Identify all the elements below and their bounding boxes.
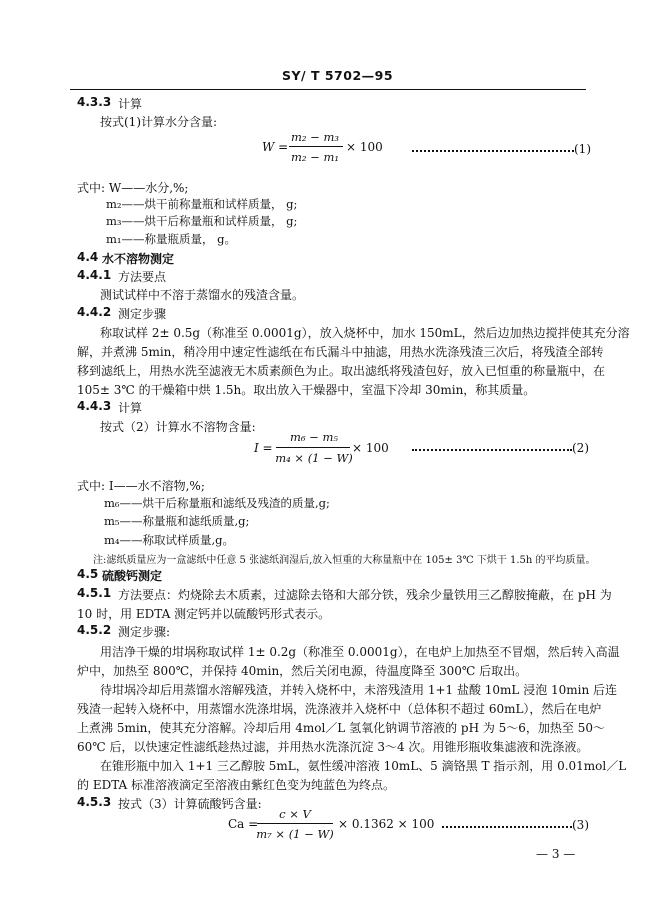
header-rule bbox=[70, 89, 586, 90]
formula-2-var-m4: m₄——称取试样质量,g。 bbox=[104, 533, 235, 547]
section-4-4-3-number: 4.4.3 bbox=[77, 399, 112, 413]
section-4-5-3-title: 按式（3）计算硫酸钙含量: bbox=[118, 797, 262, 811]
section-4-4-1-body: 测试试样中不溶于蒸馏水的残渣含量。 bbox=[100, 288, 305, 302]
section-4-5-title: 硫酸钙测定 bbox=[102, 569, 163, 583]
section-4-5-1-number: 4.5.1 bbox=[77, 586, 112, 600]
section-4-3-3-number: 4.3.3 bbox=[77, 95, 112, 109]
formula-2-leader-dots bbox=[412, 449, 572, 451]
formula-2-ref: (2) bbox=[572, 441, 589, 455]
formula-3-numerator: c × V bbox=[279, 807, 311, 821]
formula-2-numerator: m₆ − m₅ bbox=[290, 430, 338, 444]
formula-3-tail: × 0.1362 × 100 bbox=[338, 817, 435, 831]
formula-1-leader-dots bbox=[412, 150, 574, 152]
section-4-5-3-number: 4.5.3 bbox=[77, 795, 112, 809]
section-4-5-2-p2-line-3: 上煮沸 5min，使其充分溶解。冷却后用 4mol／L 氢氧化钠调节溶液的 pH 为 5～6，加热至 50～ bbox=[77, 721, 606, 735]
section-4-5-2-number: 4.5.2 bbox=[77, 623, 112, 637]
standard-header: SY/ T 5702—95 bbox=[282, 68, 394, 83]
section-4-5-2-p3-line-2: 的 EDTA 标准溶液滴定至溶液由紫红色变为纯蓝色为终点。 bbox=[77, 778, 396, 792]
section-4-5-2-p1-line-1: 用洁净干燥的坩埚称取试样 1± 0.2g（称准至 0.0001g），在电炉上加热至不冒烟，然后转入高温 bbox=[100, 645, 620, 659]
section-4-5-2-p1-line-2: 炉中，加热至 800℃，并保持 40min，然后关闭电源，待温度降至 300℃ 后取出。 bbox=[77, 664, 528, 678]
section-4-4-2-line-2: 解，并煮沸 5min，稍冷用中速定性滤纸在布氏漏斗中抽滤，用热水洗涤残渣三次后，将残渣全部转 bbox=[77, 345, 604, 359]
formula-2-var-m6: m₆——烘干后称量瓶和滤纸及残渣的质量,g; bbox=[104, 496, 330, 510]
section-4-4-2-line-3: 移到滤纸上，用热水洗至滤液无木质素颜色为止。取出滤纸将残渣包好，放入已恒重的称量瓶中，在 bbox=[77, 364, 606, 378]
section-4-5-2-p2-line-2: 残渣一起转入烧杯中，用蒸馏水洗涤坩埚，洗涤液并入烧杯中（总体积不超过 60mL），然后在电炉 bbox=[77, 702, 602, 716]
formula-1-numerator: m₂ − m₃ bbox=[291, 130, 339, 144]
section-4-5-1-line-2: 10 时，用 EDTA 测定钙并以硫酸钙形式表示。 bbox=[77, 607, 331, 621]
formula-1-denominator: m₂ − m₁ bbox=[291, 150, 339, 164]
formula-3-denominator: m₇ × (1 − W) bbox=[256, 827, 334, 841]
page-number: — 3 — bbox=[536, 847, 576, 861]
section-4-3-3-title: 计算 bbox=[118, 97, 143, 111]
formula-3-ref: (3) bbox=[572, 818, 589, 832]
formula-2-tail: × 100 bbox=[352, 441, 389, 455]
formula-1-where: 式中: W——水分,%; bbox=[77, 181, 189, 195]
section-4-4-1-title: 方法要点 bbox=[118, 270, 167, 284]
formula-2-fraction-bar bbox=[276, 447, 350, 448]
section-4-4-2-line-1: 称取试样 2± 0.5g（称准至 0.0001g），放入烧杯中，加水 150mL，然后边加热边搅拌使其充分溶 bbox=[100, 326, 630, 340]
formula-2-where: 式中: I——水不溶物,%; bbox=[77, 479, 205, 493]
section-4-5-2-p2-line-4: 60℃ 后，以快速定性滤纸趁热过滤，并用热水洗涤沉淀 3～4 次。用锥形瓶收集滤液和洗涤液。 bbox=[77, 740, 589, 754]
formula-3-fraction-bar bbox=[257, 823, 333, 824]
formula-2-lhs: I = bbox=[254, 441, 273, 455]
section-4-5-number: 4.5 bbox=[77, 567, 99, 581]
formula-3-leader-dots bbox=[442, 826, 572, 828]
formula-2-intro: 按式（2）计算水不溶物含量: bbox=[100, 420, 256, 434]
section-4-5-2-p2-line-1: 待坩埚冷却后用蒸馏水溶解残渣，并转入烧杯中，未溶残渣用 1+1 盐酸 10mL 浸泡 10min 后连 bbox=[100, 683, 618, 697]
formula-3-lhs: Ca = bbox=[228, 817, 259, 831]
section-4-4-1-number: 4.4.1 bbox=[77, 268, 112, 282]
formula-1-intro: 按式(1)计算水分含量: bbox=[100, 115, 218, 129]
formula-2-note: 注:滤纸质量应为一盒滤纸中任意 5 张滤纸润湿后,放入恒重的大称量瓶中在 105± 3℃ 下烘干 1.5h 的平均质量。 bbox=[93, 555, 596, 566]
formula-1-var-m2: m₂——烘干前称量瓶和试样质量， g; bbox=[106, 197, 298, 211]
section-4-5-2-p3-line-1: 在锥形瓶中加入 1+1 三乙醇胺 5mL，氨性缓冲溶液 10mL、5 滴铬黑 T 指示剂，用 0.01mol／L bbox=[100, 759, 627, 773]
formula-1-tail: × 100 bbox=[346, 140, 383, 154]
section-4-5-2-title: 测定步骤: bbox=[118, 625, 171, 639]
formula-1-fraction-bar bbox=[289, 146, 343, 147]
formula-1-lhs: W = bbox=[262, 140, 289, 154]
formula-1-var-m3: m₃——烘干后称量瓶和试样质量， g; bbox=[106, 214, 298, 228]
section-4-4-2-line-4: 105± 3℃ 的干燥箱中烘 1.5h。取出放入干燥器中，室温下冷却 30min，称其质量。 bbox=[77, 383, 536, 397]
section-4-5-1-line-1: 方法要点：灼烧除去木质素，过滤除去铬和大部分铁，残余少量铁用三乙醇胺掩蔽，在 pH 为 bbox=[118, 588, 612, 602]
formula-1-ref: (1) bbox=[574, 142, 591, 156]
section-4-4-3-title: 计算 bbox=[118, 401, 143, 415]
formula-2-denominator: m₄ × (1 − W) bbox=[275, 451, 353, 465]
section-4-4-number: 4.4 bbox=[77, 250, 99, 264]
section-4-4-title: 水不溶物测定 bbox=[102, 252, 175, 266]
formula-1-var-m1: m₁——称量瓶质量， g。 bbox=[106, 232, 237, 246]
section-4-4-2-number: 4.4.2 bbox=[77, 305, 112, 319]
formula-2-var-m5: m₅——称量瓶和滤纸质量,g; bbox=[104, 514, 250, 528]
section-4-4-2-title: 测定步骤 bbox=[118, 307, 167, 321]
